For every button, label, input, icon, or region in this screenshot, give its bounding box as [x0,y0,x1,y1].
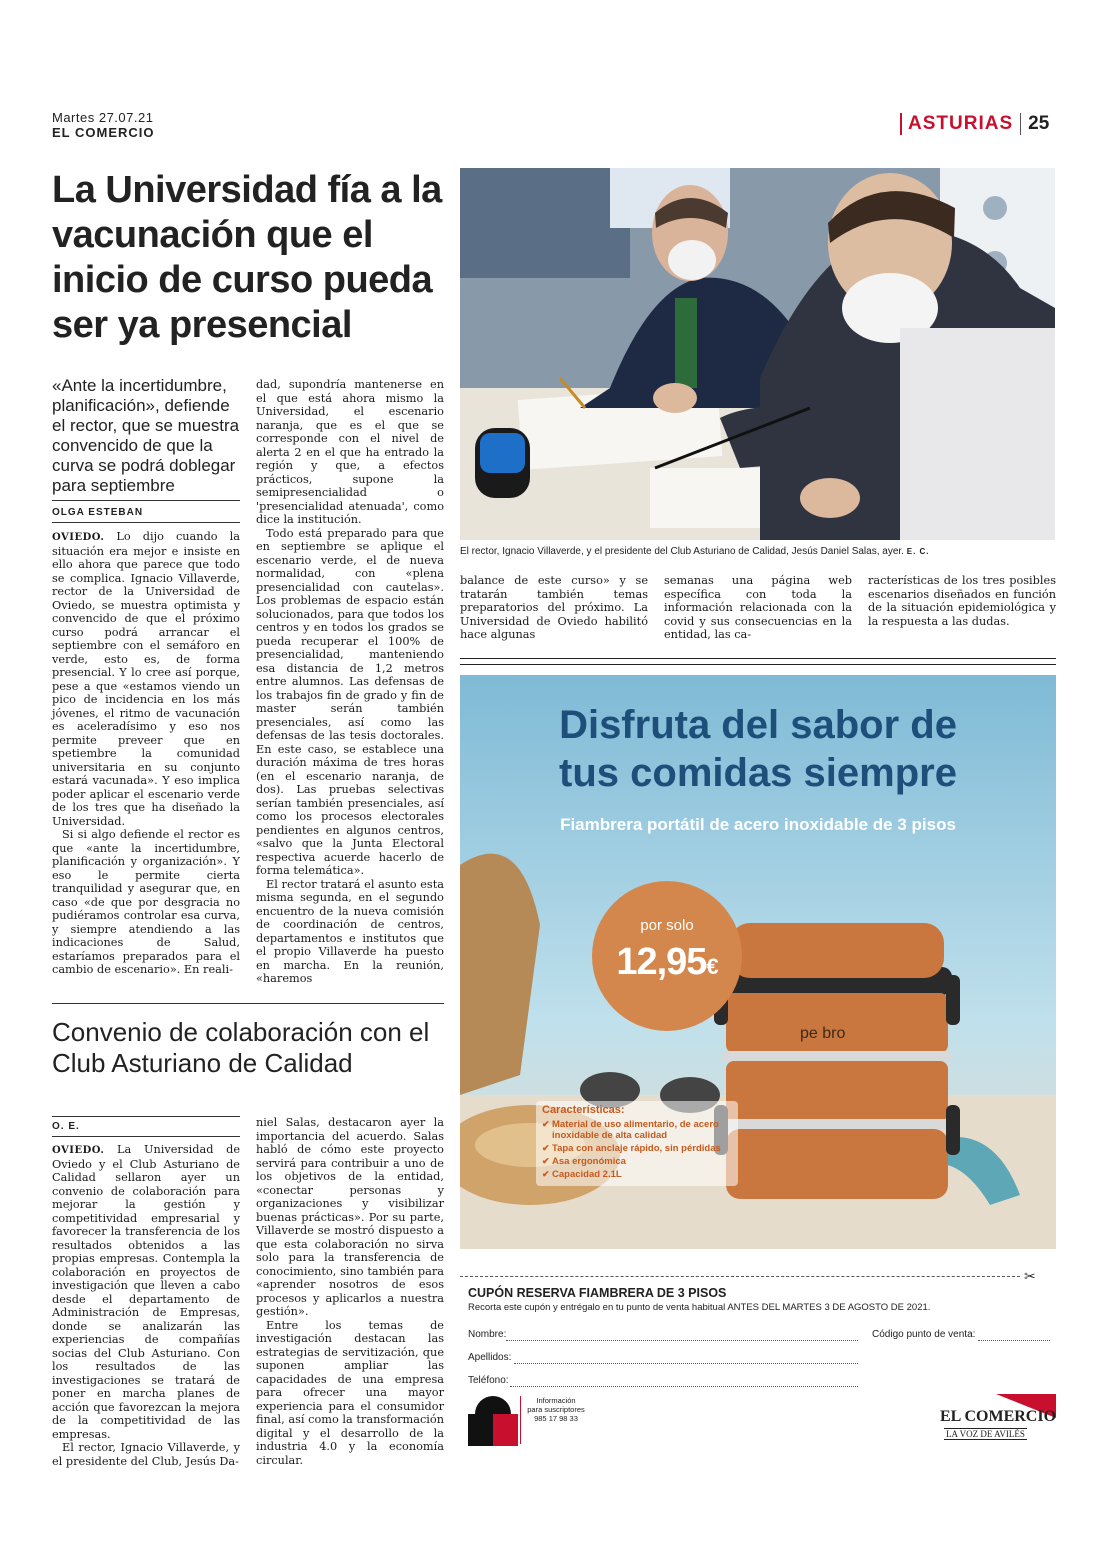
byline: OLGA ESTEBAN [52,507,144,518]
article-paragraph: balance de este curso» y se tratarán también temas preparatorios del próximo. La Universidad de Oviedo habilitó hace algunas [460,574,648,641]
ad-subtitle: Fiambrera portátil de acero inoxidable de 3 pisos [560,815,956,834]
article2-headline: Convenio de colaboración con el Club Asturiano de Calidad [52,1017,430,1078]
article-paragraph: El rector, Ignacio Villaverde, y el presidente del Club, Jesús Da- [52,1441,240,1468]
features-title: Características: [542,1104,625,1116]
feature-item: ✔ Asa ergonómica [542,1156,732,1167]
dateline-city: OVIEDO. [52,1145,105,1156]
article-column-3 [460,574,648,642]
caption-text: El rector, Ignacio Villaverde, y el presidente del Club Asturiano de Calidad, Jesús Daniel Salas, ayer. [460,546,904,557]
article-paragraph: Lo dijo cuando la situación era mejor e insiste en ello ahora que parece que todo se complica. Ignacio Villaverde, rector de la Universidad de Oviedo, se muestra optimista y convencido de que el próximo curso podrá arrancar el septiembre con el semáforo en verde, esto es, de forma presencial. Y lo cree así porque, pese a que «estamos viendo un pico de incidencia en los más jóvenes, el ritmo de vacunación es aceleradísimo y eso nos permite preveer que en spetiembre la comunidad universitaria en su conjunto estará vacunada». Y eso implica poder aplicar el escenario verde de los tres que ha diseñado la Universidad. [52,530,240,828]
features-box [536,1101,738,1186]
article-paragraph: Entre los temas de investigación destacan las estrategias de servitización, que suponen ampliar las capacidades de una empresa para ofrecer una mayor experiencia para el consumidor final, así como la transformación digital y el desarrollo de la industria 4.0 y la economía circular. [256,1318,444,1467]
article-column-2 [256,378,444,986]
divider [52,500,240,501]
dateline-city: OVIEDO. [52,532,105,543]
article-paragraph: Todo está preparado para que en septiembre se aplique el escenario verde, el de nueva normalidad, con «plena presencialidad con cautelas». Los problemas de espacio están solucionados, para que todos los centros y en todos los grados se pueda recuperar el 100% de presencialidad, manteniendo esa distancia de 1,2 metros entre alumnos. Las defensas de los trabajos fin de grado y fin de master serán también presenciales, así como las defensas de las tesis doctorales. En este caso, se establece una duración máxima de tres horas (en el escenario naranja, de dos). Las pruebas selectivas serían también presenciales, así como los procesos electorales pendientes en algunos centros, «salvo que la Junta Electoral respectiva acuerde hacerlo de forma telemática». [256,526,444,877]
product-brand: pe bro [800,1025,846,1042]
byline: O. E. [52,1121,80,1132]
ad-separator [460,658,1056,665]
apellidos-label: Apellidos: [468,1352,512,1363]
codigo-label: Código punto de venta: [872,1329,976,1340]
telefono-label: Teléfono: [468,1375,509,1386]
article-photo [460,168,1055,540]
coupon-cut-line [460,1276,1020,1277]
divider [52,1003,444,1004]
photo-caption [460,546,1060,557]
article-column-5 [868,574,1056,628]
article2-column-1 [52,1143,240,1468]
publication-name: EL COMERCIO [52,125,155,140]
issue-date: Martes 27.07.21 [52,110,154,125]
el-comercio-logo: EL COMERCIO LA VOZ DE AVILÉS [922,1394,1056,1454]
article-paragraph: racterísticas de los tres posibles escenarios diseñados en función de la situación epidemiológica y la respuesta a las dudas. [868,574,1056,628]
article-paragraph: dad, supondría mantenerse en el que está ahora mismo la Universidad, el escenario naranja, que es el que se corresponde con el nivel de alerta 2 en el que ha entrado la región y que, a efectos prácticos, supone la semipresencialidad o 'presencialidad atenuada', como dice la institución. [256,378,444,526]
apellidos-field[interactable] [514,1362,858,1364]
price-badge [592,881,742,1031]
subscriber-phone: 985 17 98 33 [534,1414,578,1423]
article-paragraph: La Universidad de Oviedo y el Club Asturiano de Calidad sellaron ayer un convenio de colaboración para mejorar la gestión y competitividad empresarial y favorecer la transferencia de los resultados obtenidos a las propias empresas. Contempla la colaboración en proyectos de investigación que lleven a cabo desde el departamento de Administración de Empresas, donde se analizarán las experiencias de compañías socias del Club Asturiano. Con los resultados de las investigaciones se tratará de poner en marcha planes de acción que favorezcan la mejora de la competitividad de las empresas. [52,1143,241,1441]
price-value: 12,95€ [616,941,718,983]
ad-headline: Disfruta del sabor de tus comidas siempre [559,703,957,795]
advertisement [460,675,1056,1249]
article-paragraph: niel Salas, destacaron ayer la importancia del acuerdo. Salas habló de cómo este proyecto servirá para contribuir a uno de los objetivos de la entidad, «conectar personas y organizaciones y visibilizar buenas prácticas». Por su parte, Villaverde se mostró dispuesto a que esta colaboración no sirva solo para la transferencia de conocimiento, sino también para «aprender nosotros de esos procesos y aplicarlos a nuestra gestión». [256,1116,444,1318]
section-header [900,113,1049,135]
article-column-4 [664,574,852,642]
scissors-icon: ✂ [1024,1268,1036,1284]
coupon [460,1256,1056,1456]
divider [52,1136,240,1137]
feature-item: ✔ Tapa con anclaje rápido, sin pérdidas [542,1143,732,1154]
article-paragraph: semanas una página web específica con toda la información relacionada con la covid y sus consecuencias en la entidad, las ca- [664,574,852,641]
price-label: por solo [640,917,694,934]
caption-credit: E. C. [906,547,930,556]
section-name: ASTURIAS [908,113,1014,134]
article2-column-2 [256,1116,444,1467]
feature-item: ✔ Capacidad 2.1L [542,1169,732,1180]
telefono-field[interactable] [510,1385,858,1387]
article-paragraph: Si si algo defiende el rector es que «ante la incertidumbre, planificación y organización». Y eso le permite cierta tranquilidad y asegurar que, en caso «de que por desgracia no pudiéramos controlar esa curva, y siempre atendiendo a las indicaciones de Salud, estaríamos preparados para el cambio de escenario». En reali- [52,828,240,976]
divider [52,1116,240,1117]
nombre-label: Nombre: [468,1329,507,1340]
coupon-description: Recorta este cupón y entrégalo en tu punto de venta habitual ANTES DEL MARTES 3 DE AGOSTO DE 2021. [468,1302,931,1313]
article-subhead: «Ante la incertidumbre, planificación», defiende el rector, que se muestra convencido de que la curva se podrá doblegar para septiembre [52,376,240,495]
issue-date-block [52,110,155,140]
divider [52,522,240,523]
article-paragraph: El rector tratará el asunto esta misma segunda, en el segundo encuentro de la nueva comisión de coordinación de centros, departamentos e institutos que el propio Villaverde ha puesto en marcha. En la reunión, «haremos [256,877,444,985]
feature-item: ✔ Material de uso alimentario, de acero inoxidable de alta calidad [542,1119,732,1141]
coupon-title: CUPÓN RESERVA FIAMBRERA DE 3 PISOS [468,1286,727,1300]
article-headline: La Universidad fía a la vacunación que el inicio de curso pueda ser ya presencial [52,169,442,346]
codigo-field[interactable] [978,1339,1050,1341]
subscriber-info: Información para suscriptores 985 17 98 33 [520,1396,591,1444]
subscriber-logo-icon [468,1394,518,1446]
nombre-field[interactable] [506,1339,858,1341]
article-column-1 [52,530,240,977]
page-number: 25 [1028,113,1050,134]
